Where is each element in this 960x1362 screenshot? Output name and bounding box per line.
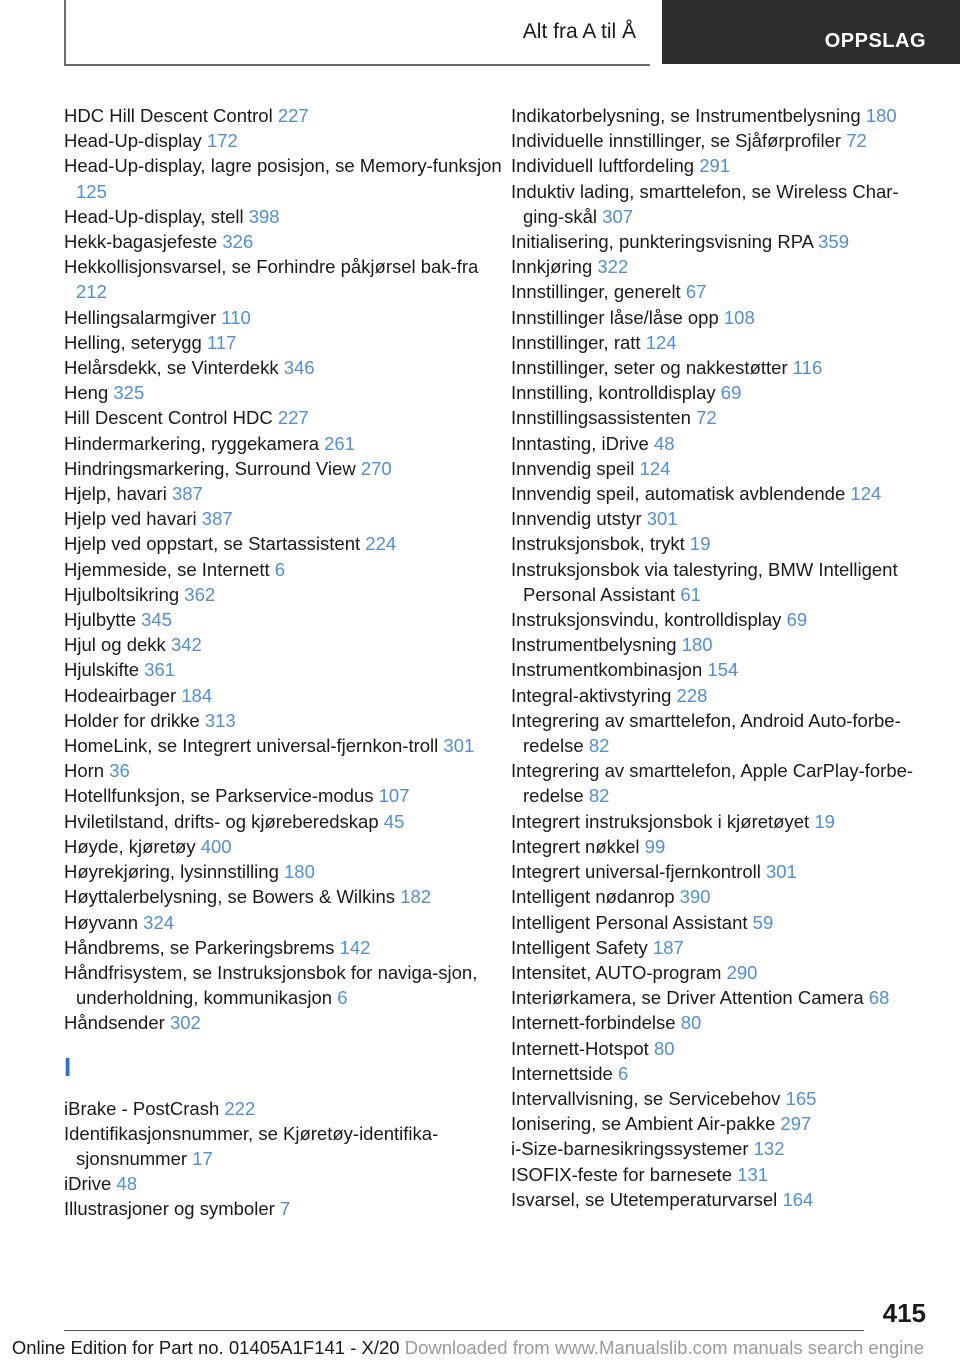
page-link[interactable]: 80 (680, 1012, 702, 1034)
index-entry-text: HDC Hill Descent Control (64, 105, 273, 126)
page-link[interactable]: 61 (680, 583, 701, 605)
index-entry (511, 1010, 931, 1035)
page-link[interactable]: 48 (653, 432, 675, 454)
index-entry-text: Head-Up-display, stell (64, 205, 244, 227)
page-link[interactable]: 7 (279, 1198, 291, 1220)
index-entry (511, 279, 931, 304)
index-entry (64, 204, 504, 229)
page-link[interactable]: 59 (752, 911, 774, 933)
section-title: Alt fra A til Å (522, 20, 636, 43)
index-entry-text: Integrering av smarttelefon, Android Auto-forbe-redelse (511, 709, 901, 757)
page-link[interactable]: 400 (200, 835, 232, 857)
page-link[interactable]: 82 (588, 735, 610, 757)
page-link[interactable]: 342 (170, 634, 202, 656)
index-entry (64, 229, 504, 254)
page-link[interactable]: 68 (868, 987, 890, 1009)
index-entry (511, 405, 931, 430)
index-entry-text: Innkjøring (511, 256, 593, 278)
page-link[interactable]: 326 (222, 231, 254, 253)
page-link[interactable]: 154 (707, 659, 739, 681)
index-entry (511, 607, 931, 632)
index-entry (64, 254, 504, 304)
index-entry (64, 960, 504, 1010)
index-entry (64, 305, 504, 330)
index-entry (511, 1061, 931, 1086)
index-entry-text: Håndfrisystem, se Instruksjonsbok for naviga-sjon, underholdning, kommunikasjon (64, 961, 478, 1009)
index-entry-text: Integrert instruksjonsbok i kjøretøyet (511, 810, 810, 832)
page-link[interactable]: 116 (792, 357, 823, 379)
index-entry-text: Intelligent nødanrop (511, 886, 675, 908)
index-entry (64, 330, 504, 355)
page-link[interactable]: 270 (360, 457, 392, 479)
page-link[interactable]: 36 (109, 760, 130, 782)
page-link[interactable]: 6 (337, 987, 348, 1009)
index-entry (511, 910, 931, 935)
header-rule-bottom (64, 64, 650, 66)
page-link[interactable]: 290 (726, 961, 758, 983)
page-link[interactable]: 80 (653, 1037, 675, 1059)
index-entry-text: Hekk-bagasjefeste (64, 231, 218, 253)
index-entry-text: Instrumentkombinasjon (511, 659, 703, 681)
index-entry (64, 683, 504, 708)
footer (0, 1337, 960, 1359)
index-entry-text: Indikatorbelysning, se Instrumentbelysning (511, 105, 861, 126)
index-entry (511, 683, 931, 708)
index-entry-text: Helling, seterygg (64, 331, 202, 353)
index-entry-text: Heng (64, 382, 109, 404)
index-column-right (511, 103, 931, 1212)
index-entry (511, 1187, 931, 1212)
index-entry-text: Hodeairbager (64, 684, 177, 706)
page-link[interactable]: 82 (588, 785, 610, 807)
index-entry-text: Hjulbytte (64, 609, 136, 631)
page-link[interactable]: 301 (443, 735, 475, 757)
index-entry-text: Høyrekjøring, lysinnstilling (64, 861, 279, 883)
page-link[interactable]: 6 (617, 1062, 629, 1084)
page-link[interactable]: 362 (184, 583, 216, 605)
index-entry-text: Head-Up-display, lagre posisjon, se Memory-funksjon (64, 155, 502, 177)
index-entry (511, 1162, 931, 1187)
index-entry (511, 1086, 931, 1111)
index-entry-text: Inntasting, iDrive (511, 432, 649, 454)
index-entry (511, 128, 931, 153)
index-entry (511, 355, 931, 380)
page-link[interactable]: 107 (378, 785, 410, 807)
index-entry-text: Induktiv lading, smarttelefon, se Wireless Char-ging-skål (511, 180, 899, 227)
index-entry (64, 1010, 504, 1035)
page-link[interactable]: 261 (324, 432, 356, 454)
page-link[interactable]: 301 (766, 861, 797, 883)
footer-rule (64, 1330, 864, 1331)
index-entry-text: iDrive (64, 1173, 112, 1195)
index-entry (64, 708, 504, 733)
index-entry (64, 859, 504, 884)
page-link[interactable]: 187 (652, 936, 684, 958)
index-column-left (64, 103, 504, 1222)
page-link[interactable]: 180 (284, 861, 315, 883)
index-entry (511, 153, 931, 178)
page-link[interactable]: 228 (676, 684, 708, 706)
index-entry-text: Intelligent Personal Assistant (511, 911, 748, 933)
page-link[interactable]: 182 (400, 886, 432, 908)
page-link[interactable]: 125 (76, 180, 107, 202)
index-entry-text: Isvarsel, se Utetemperaturvarsel (511, 1188, 778, 1210)
index-entry (511, 481, 931, 506)
page-link[interactable]: 325 (113, 382, 145, 404)
page-link[interactable]: 387 (201, 508, 233, 530)
index-entry (511, 809, 931, 834)
index-entry (511, 960, 931, 985)
index-entry-text: Høyvann (64, 911, 139, 933)
page-link[interactable]: 222 (224, 1097, 256, 1119)
index-entry (64, 657, 504, 682)
index-entry (511, 254, 931, 279)
page-link[interactable]: 224 (365, 533, 397, 555)
index-entry-text: Internett-Hotspot (511, 1037, 649, 1059)
index-entry-text: Internett-forbindelse (511, 1012, 676, 1034)
index-entry-text: Intelligent Safety (511, 936, 648, 958)
index-entry (64, 834, 504, 859)
section-letter: I (64, 1051, 72, 1082)
index-list-h (64, 103, 504, 1036)
index-entry-text: Hekkollisjonsvarsel, se Forhindre påkjørsel bak-fra (64, 256, 479, 278)
footer-watermark[interactable]: Downloaded from www.Manualslib.com manuals search engine (404, 1337, 924, 1358)
page-link[interactable]: 324 (143, 911, 175, 933)
page-link[interactable]: 6 (274, 558, 286, 580)
page-link[interactable]: 361 (144, 659, 176, 681)
index-entry (511, 431, 931, 456)
page-link[interactable]: 172 (206, 130, 238, 152)
index-entry-text: Innstillinger låse/låse opp (511, 306, 719, 328)
index-entry-text: Horn (64, 760, 105, 782)
page-link[interactable]: 69 (786, 609, 808, 631)
index-entry (511, 859, 931, 884)
page-link[interactable]: 45 (383, 810, 405, 832)
page-link[interactable]: 291 (699, 155, 731, 177)
index-entry (511, 1111, 931, 1136)
index-entry (511, 1036, 931, 1061)
index-entry (64, 355, 504, 380)
index-entry (511, 985, 931, 1010)
index-entry (511, 758, 931, 808)
index-entry-text: Internettside (511, 1062, 613, 1084)
index-entry (64, 531, 504, 556)
index-entry-text: Intensitet, AUTO-program (511, 961, 722, 983)
page-number: 415 (882, 1298, 926, 1328)
index-entry-text: Helårsdekk, se Vinterdekk (64, 357, 279, 379)
page-link[interactable]: 110 (221, 306, 251, 328)
index-entry (64, 733, 504, 758)
index-entry-text: Innstilling, kontrolldisplay (511, 382, 716, 404)
page-link[interactable]: 359 (818, 231, 849, 253)
page-link[interactable]: 180 (681, 634, 713, 656)
index-entry-text: Innvendig speil (511, 457, 635, 479)
index-entry-text: Innstillinger, ratt (511, 331, 641, 353)
index-entry (64, 481, 504, 506)
index-entry-text: Hindermarkering, ryggekamera (64, 432, 319, 454)
index-entry (511, 456, 931, 481)
index-entry-text: Innvendig speil, automatisk avblendende (511, 483, 846, 505)
page-link[interactable]: 19 (814, 810, 835, 832)
page-link[interactable]: 72 (696, 407, 717, 429)
page-link[interactable]: 227 (277, 105, 309, 126)
index-entry-text: ISOFIX-feste for barnesete (511, 1163, 733, 1185)
page-link[interactable]: 227 (277, 407, 309, 429)
index-entry-text: Hotellfunksjon, se Parkservice-modus (64, 785, 374, 807)
index-entry-text: Instrumentbelysning (511, 634, 677, 656)
page-link[interactable]: 142 (339, 936, 371, 958)
index-entry (64, 809, 504, 834)
index-list-i (64, 1096, 504, 1222)
index-entry (511, 834, 931, 859)
index-entry-text: Illustrasjoner og symboler (64, 1198, 275, 1220)
index-entry (511, 506, 931, 531)
index-entry-text: i-Size-barnesikringssystemer (511, 1138, 749, 1160)
index-entry-text: Interiørkamera, se Driver Attention Camera (511, 987, 864, 1009)
index-entry-text: Instruksjonsbok via talestyring, BMW Intelligent Personal Assistant (511, 558, 898, 605)
page-link[interactable]: 212 (76, 281, 107, 303)
index-entry (64, 935, 504, 960)
page-link[interactable]: 124 (645, 331, 677, 353)
index-entry (511, 179, 931, 229)
index-entry (511, 305, 931, 330)
index-entry (64, 1096, 504, 1121)
index-entry-text: Håndsender (64, 1012, 165, 1034)
index-entry-text: Individuelle innstillinger, se Sjåførprofiler (511, 130, 842, 152)
index-entry-text: Hjemmeside, se Internett (64, 558, 270, 580)
index-entry-text: Håndbrems, se Parkeringsbrems (64, 936, 335, 958)
page-link[interactable]: 307 (602, 205, 634, 227)
page-link[interactable]: 99 (644, 835, 666, 857)
page-link[interactable]: 131 (737, 1163, 769, 1185)
index-entry-text: Hviletilstand, drifts- og kjøreberedskap (64, 810, 379, 832)
index-entry (64, 506, 504, 531)
page-link[interactable]: 108 (723, 306, 755, 328)
index-entry (64, 783, 504, 808)
index-entry-text: Integral-aktivstyring (511, 684, 672, 706)
index-entry-text: Individuell luftfordeling (511, 155, 695, 177)
index-entry (511, 103, 931, 128)
index-entry (64, 607, 504, 632)
chapter-tab[interactable]: OPPSLAG (662, 0, 960, 64)
index-entry (64, 1196, 504, 1221)
index-entry (64, 380, 504, 405)
index-entry (511, 708, 931, 758)
page-link[interactable]: 180 (865, 105, 897, 126)
index-entry-text: HomeLink, se Integrert universal-fjernkon-troll (64, 735, 439, 757)
index-entry-text: Innvendig utstyr (511, 508, 642, 530)
index-entry-text: Innstillinger, seter og nakkestøtter (511, 357, 788, 379)
index-entry-text: iBrake - PostCrash (64, 1097, 220, 1119)
index-entry (511, 884, 931, 909)
index-entry-text: Integrert universal-fjernkontroll (511, 861, 761, 883)
index-entry-text: Høyttalerbelysning, se Bowers & Wilkins (64, 886, 396, 908)
page-link[interactable]: 69 (720, 382, 742, 404)
page-link[interactable]: 48 (116, 1173, 137, 1195)
page-link[interactable]: 67 (685, 281, 707, 303)
index-entry (64, 1171, 504, 1196)
page-link[interactable]: 302 (169, 1012, 201, 1034)
page-link[interactable]: 390 (679, 886, 711, 908)
page-link[interactable]: 346 (283, 357, 315, 379)
index-list-i-continued (511, 103, 931, 1212)
page-link[interactable]: 165 (785, 1087, 817, 1109)
footer-edition: Online Edition for Part no. 01405A1F141 - X/20 (11, 1337, 400, 1358)
index-entry (511, 632, 931, 657)
index-entry (64, 103, 504, 128)
index-entry-text: Hjelp, havari (64, 483, 167, 505)
index-entry-text: Hjulskifte (64, 659, 140, 681)
index-entry (64, 758, 504, 783)
page-link[interactable]: 164 (782, 1188, 814, 1210)
index-entry-text: Head-Up-display (64, 130, 202, 152)
page-link[interactable]: 132 (753, 1138, 785, 1160)
index-entry (64, 557, 504, 582)
index-entry-text: Instruksjonsbok, trykt (511, 533, 685, 555)
index-entry-text: Holder for drikke (64, 709, 200, 731)
page-link[interactable]: 117 (206, 331, 237, 353)
index-entry-text: Intervallvisning, se Servicebehov (511, 1087, 781, 1109)
index-entry-text: Integrering av smarttelefon, Apple CarPlay-forbe-redelse (511, 760, 914, 807)
page-link[interactable]: 301 (646, 508, 678, 530)
index-entry (511, 330, 931, 355)
index-entry (64, 910, 504, 935)
index-entry-text: Hjul og dekk (64, 634, 166, 656)
index-entry (511, 1136, 931, 1161)
page-link[interactable]: 17 (192, 1147, 213, 1169)
index-entry (64, 405, 504, 430)
page-link[interactable]: 345 (141, 609, 172, 631)
index-entry-text: Hindringsmarkering, Surround View (64, 457, 356, 479)
index-entry (64, 632, 504, 657)
index-entry (64, 456, 504, 481)
index-entry (511, 531, 931, 556)
index-entry (64, 582, 504, 607)
index-entry-text: Hjelp ved havari (64, 508, 197, 530)
index-entry-text: Initialisering, punkteringsvisning RPA (511, 231, 813, 253)
page-link[interactable]: 184 (181, 684, 213, 706)
index-entry (64, 128, 504, 153)
index-entry-text: Hjulboltsikring (64, 583, 180, 605)
page-link[interactable]: 313 (204, 709, 236, 731)
index-entry-text: Identifikasjonsnummer, se Kjøretøy-identifika-sjonsnummer (64, 1122, 439, 1169)
index-entry-text: Hellingsalarmgiver (64, 306, 217, 328)
index-entry-text: Ionisering, se Ambient Air-pakke (511, 1113, 776, 1135)
index-entry (511, 380, 931, 405)
index-entry-text: Innstillinger, generelt (511, 281, 681, 303)
index-entry (64, 1121, 504, 1171)
index-entry-text: Integrert nøkkel (511, 835, 640, 857)
index-entry (511, 935, 931, 960)
page-link[interactable]: 297 (780, 1113, 812, 1135)
index-entry (511, 557, 931, 607)
index-entry (511, 229, 931, 254)
index-entry (511, 657, 931, 682)
index-entry-text: Høyde, kjøretøy (64, 835, 196, 857)
page-link[interactable]: 387 (171, 483, 203, 505)
index-entry-text: Hjelp ved oppstart, se Startassistent (64, 533, 361, 555)
index-entry (64, 884, 504, 909)
page-link[interactable]: 124 (850, 483, 882, 505)
page-link[interactable]: 124 (639, 457, 671, 479)
page-link[interactable]: 19 (689, 533, 711, 555)
index-entry (64, 431, 504, 456)
index-entry-text: Instruksjonsvindu, kontrolldisplay (511, 609, 782, 631)
index-entry-text: Innstillingsassistenten (511, 407, 691, 429)
page-link[interactable]: 398 (248, 205, 280, 227)
index-entry-text: Hill Descent Control HDC (64, 407, 273, 429)
page-link[interactable]: 322 (597, 256, 629, 278)
index-entry (64, 153, 504, 203)
page-link[interactable]: 72 (846, 130, 867, 152)
